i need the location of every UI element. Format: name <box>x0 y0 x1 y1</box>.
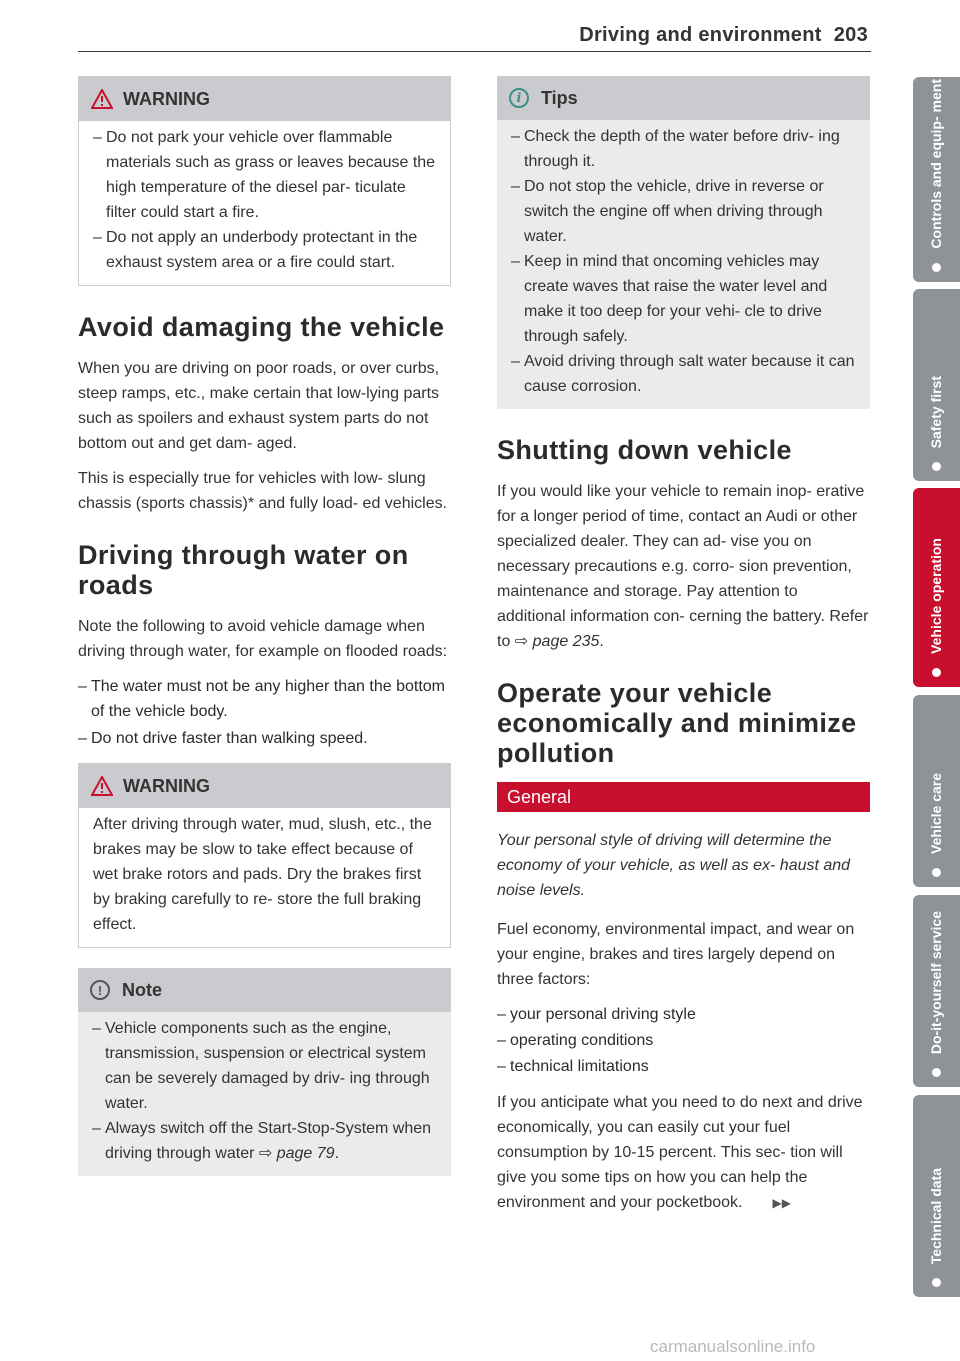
list-item: – Do not park your vehicle over flammable materials such as grass or leaves because the high temperature of the diesel par- ticulate filter could start a fire. <box>93 125 436 225</box>
list-item: – Do not apply an underbody protectant in the exhaust system area or a fire could start. <box>93 225 436 275</box>
tab-safety[interactable]: Safety first <box>913 289 960 481</box>
warning-header <box>79 77 450 121</box>
tab-controls[interactable]: Controls and equip- ment <box>913 77 960 282</box>
bullet-dot-icon <box>932 668 941 677</box>
factors-list <box>497 1002 870 1080</box>
continue-arrow-icon: ▶▶ <box>772 1196 791 1210</box>
paragraph: This is especially true for vehicles with low- slung chassis (sports chassis)* and fully load- ed vehicles. <box>78 470 448 512</box>
section-avoid-damage <box>78 312 451 516</box>
tips-list <box>511 124 856 399</box>
page-number: 203 <box>833 24 868 46</box>
warning-label: WARNING <box>123 775 210 796</box>
list-item: – Always switch off the Start-Stop-System when driving through water ⇨ page 79. <box>92 1116 437 1166</box>
tab-vehicle-operation[interactable]: Vehicle operation <box>913 488 960 687</box>
list-item: – Keep in mind that oncoming vehicles may create waves that raise the water level and make it too deep for your vehi- cle to drive through safely. <box>511 249 856 349</box>
bullet-dot-icon <box>932 1068 941 1077</box>
warning-box-diesel <box>78 76 451 286</box>
note-box <box>78 968 451 1176</box>
paragraph: If you would like your vehicle to remain inop- erative for a longer period of time, contact an Audi or other specialized dealer. They can ad- vise you on necessary precautions e.g. corro- sion prevention, maintenance and storage. Pay attention to additional information con- cerning the battery. Refer to ⇨ page 235. <box>497 483 869 650</box>
warning-text: After driving through water, mud, slush, etc., the brakes may be slow to take effect because of wet brake rotors and pads. Dry the brakes first by braking carefully to re- store the full braking effect. <box>93 816 432 933</box>
list-item: – your personal driving style <box>497 1002 870 1028</box>
section-driving-water <box>78 540 451 751</box>
header-rule <box>78 51 871 52</box>
paragraph: Note the following to avoid vehicle damage when driving through water, for example on flooded roads: <box>78 618 448 660</box>
list-item: – operating conditions <box>497 1028 870 1054</box>
right-column <box>497 76 870 1226</box>
bullet-dot-icon <box>932 868 941 877</box>
section-heading: Driving through water on roads <box>78 540 409 600</box>
paragraph: If you anticipate what you need to do next and drive economically, you can easily cut your fuel consumption by 10-15 percent. This sec- tion will give you some tips on how you can help the environment and your pocketbook. ▶▶ <box>497 1090 870 1216</box>
tips-label: Tips <box>541 87 578 108</box>
section-shutdown <box>497 435 870 654</box>
warning-list <box>93 125 436 275</box>
bullet-dot-icon <box>932 1278 941 1287</box>
list-item: – Do not drive faster than walking speed. <box>78 726 451 751</box>
section-heading: Shutting down vehicle <box>497 435 792 465</box>
list-item: – Vehicle components such as the engine, transmission, suspension or electrical system can be severely damaged by driv- ing through water. <box>92 1016 437 1116</box>
list-item: – The water must not be any higher than the bottom of the vehicle body. <box>78 674 451 724</box>
warning-header <box>79 764 450 808</box>
warning-triangle-icon <box>91 89 113 109</box>
list-item: – Avoid driving through salt water because it can cause corrosion. <box>511 349 856 399</box>
list-item: – Do not stop the vehicle, drive in reverse or switch the engine off when driving through water. <box>511 174 856 249</box>
note-label: Note <box>122 979 162 1000</box>
tab-do-it-yourself[interactable]: Do-it-yourself service <box>913 895 960 1087</box>
tab-vehicle-care[interactable]: Vehicle care <box>913 695 960 887</box>
tab-technical-data[interactable]: Technical data <box>913 1095 960 1297</box>
watermark: carmanualsonline.info <box>650 1337 816 1356</box>
list-item: – technical limitations <box>497 1054 870 1080</box>
warning-label: WARNING <box>123 88 210 109</box>
left-column <box>78 76 451 1196</box>
header-title: Driving and environment <box>579 24 822 46</box>
paragraph: Fuel economy, environmental impact, and wear on your engine, brakes and tires largely depend on three factors: <box>497 921 855 988</box>
warning-triangle-icon <box>91 776 113 796</box>
list-item: – Check the depth of the water before driv- ing through it. <box>511 124 856 174</box>
bullet-dot-icon <box>932 462 941 471</box>
section-economy <box>497 678 870 1216</box>
general-bar: General <box>497 782 870 812</box>
page-reference-link[interactable]: ⇨ page 235 <box>514 633 600 650</box>
info-circle-icon: i <box>509 88 529 108</box>
tips-box <box>497 76 870 409</box>
warning-box-brakes <box>78 763 451 948</box>
running-header <box>579 24 868 47</box>
page-reference-link[interactable]: ⇨ page 79 <box>258 1145 335 1162</box>
bullet-dot-icon <box>932 263 941 272</box>
note-list <box>92 1016 437 1166</box>
intro-paragraph: Your personal style of driving will determine the economy of your vehicle, as well as ex- haust and noise levels. <box>497 832 851 899</box>
section-heading: Avoid damaging the vehicle <box>78 312 445 342</box>
paragraph: When you are driving on poor roads, or over curbs, steep ramps, etc., make certain that low-lying parts such as spoilers and exhaust system parts do not bottom out and get dam- aged. <box>78 360 440 452</box>
tips-header <box>497 76 870 120</box>
section-heading: Operate your vehicle economically and minimize pollution <box>497 678 857 768</box>
water-list <box>78 674 451 751</box>
note-header <box>78 968 451 1012</box>
exclamation-circle-icon: ! <box>90 980 110 1000</box>
